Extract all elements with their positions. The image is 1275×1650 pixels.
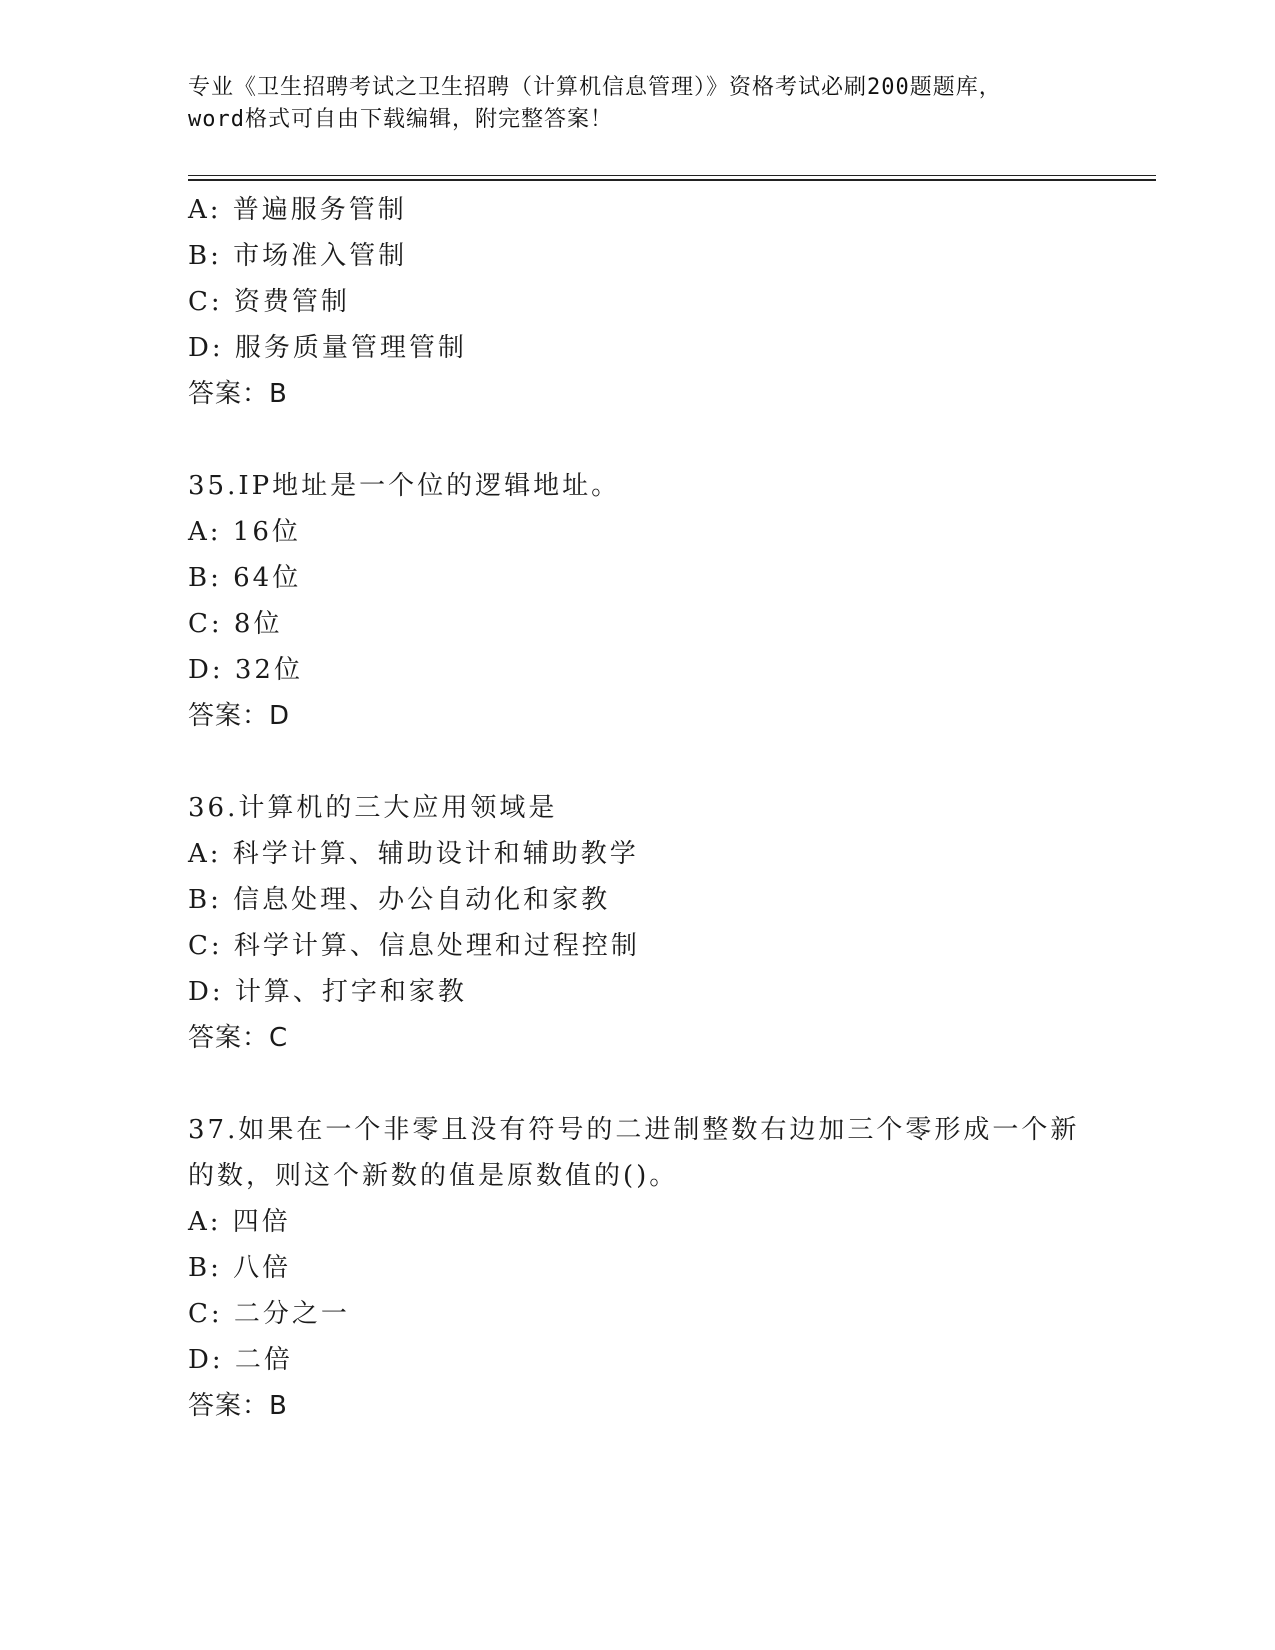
header-title-line-1: 专业《卫生招聘考试之卫生招聘（计算机信息管理）》资格考试必刷200题题库， — [188, 75, 1002, 100]
question-list — [188, 187, 1156, 1429]
header-divider-thin — [188, 175, 1156, 176]
answer-line: 答案：B — [188, 379, 288, 409]
question-37 — [188, 1107, 1156, 1429]
question-stem-line-2: 的数，则这个新数的值是原数值的()。 — [188, 1161, 679, 1191]
option-a: A: 四倍 — [188, 1207, 291, 1237]
question-34 — [188, 187, 1156, 417]
option-b: B: 八倍 — [188, 1253, 292, 1283]
option-a: A: 普遍服务管制 — [188, 195, 407, 225]
option-d: D: 服务质量管理管制 — [188, 333, 467, 363]
option-b: B: 信息处理、办公自动化和家教 — [188, 885, 611, 915]
option-b: B: 市场准入管制 — [188, 241, 408, 271]
answer-line: 答案：B — [188, 1391, 288, 1421]
document-header — [188, 72, 1088, 136]
answer-line: 答案：D — [188, 701, 291, 731]
question-gap — [188, 1061, 1156, 1107]
option-d: D: 32位 — [188, 655, 303, 685]
question-stem-line-1: 37.如果在一个非零且没有符号的二进制整数右边加三个零形成一个新 — [188, 1115, 1080, 1145]
header-divider-thick — [188, 179, 1156, 181]
option-a: A: 16位 — [188, 517, 301, 547]
option-a: A: 科学计算、辅助设计和辅助教学 — [188, 839, 639, 869]
question-35 — [188, 463, 1156, 739]
answer-line: 答案：C — [188, 1023, 289, 1053]
question-stem: 35.IP地址是一个位的逻辑地址。 — [188, 471, 621, 501]
option-b: B: 64位 — [188, 563, 302, 593]
option-d: D: 二倍 — [188, 1345, 293, 1375]
question-36 — [188, 785, 1156, 1061]
option-c: C: 资费管制 — [188, 287, 350, 317]
header-title-line-2: word格式可自由下载编辑，附完整答案！ — [188, 107, 613, 132]
question-gap — [188, 417, 1156, 463]
question-stem: 36.计算机的三大应用领域是 — [188, 793, 558, 823]
option-d: D: 计算、打字和家教 — [188, 977, 467, 1007]
option-c: C: 科学计算、信息处理和过程控制 — [188, 931, 640, 961]
question-gap — [188, 739, 1156, 785]
option-c: C: 8位 — [188, 609, 283, 639]
option-c: C: 二分之一 — [188, 1299, 350, 1329]
